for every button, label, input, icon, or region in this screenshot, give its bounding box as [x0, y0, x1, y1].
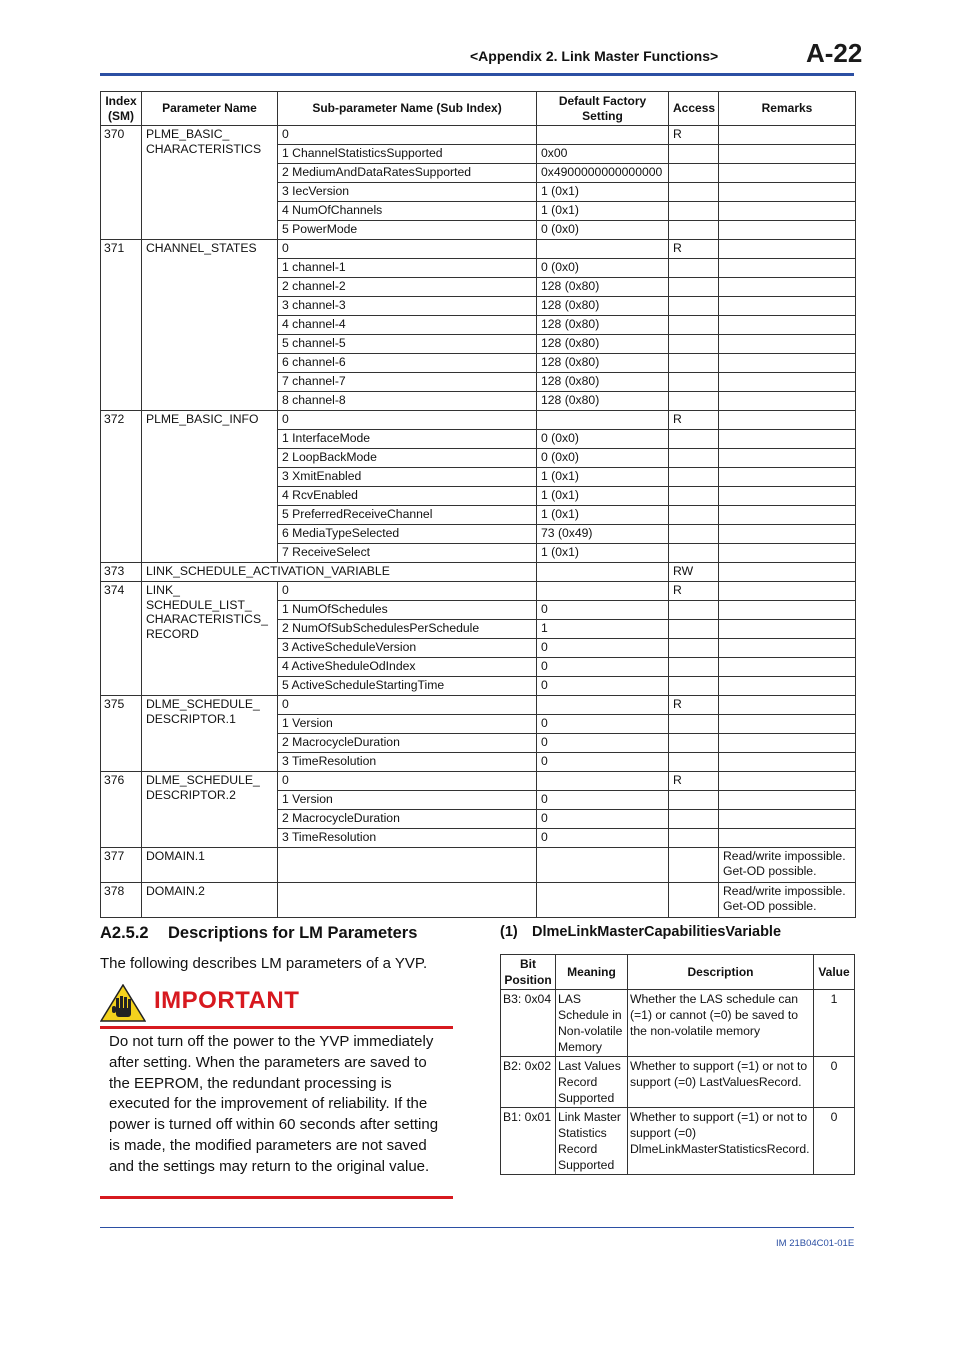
remarks-cell: Read/write impossible. Get-OD possible. — [719, 883, 856, 918]
default-cell: 128 (0x80) — [537, 392, 669, 411]
description-cell: Whether to support (=1) or not to support (=0) LastValuesRecord. — [628, 1057, 814, 1108]
remarks-cell — [719, 810, 856, 829]
access-cell — [669, 525, 719, 544]
sub-parameter-cell: 0 — [278, 240, 537, 259]
default-cell: 128 (0x80) — [537, 373, 669, 392]
col-header-access: Access — [669, 92, 719, 126]
default-cell: 128 (0x80) — [537, 297, 669, 316]
access-cell: R — [669, 411, 719, 430]
sub-parameter-cell: 7 ReceiveSelect — [278, 544, 537, 563]
default-cell: 1 (0x1) — [537, 202, 669, 221]
access-cell — [669, 145, 719, 164]
access-cell — [669, 506, 719, 525]
remarks-cell — [719, 563, 856, 582]
remarks-cell — [719, 373, 856, 392]
remarks-cell — [719, 791, 856, 810]
remarks-cell — [719, 658, 856, 677]
meaning-cell: Last Values Record Supported — [556, 1057, 628, 1108]
sub-parameter-cell: 2 MediumAndDataRatesSupported — [278, 164, 537, 183]
page-number: A-22 — [806, 38, 863, 68]
col-header-sub-parameter: Sub-parameter Name (Sub Index) — [278, 92, 537, 126]
capabilities-bit-table — [500, 954, 855, 1175]
default-cell: 1 (0x1) — [537, 506, 669, 525]
section-number: A2.5.2 — [100, 924, 149, 942]
default-cell: 0 — [537, 677, 669, 696]
important-label: IMPORTANT — [154, 987, 300, 1014]
access-cell — [669, 734, 719, 753]
access-cell — [669, 677, 719, 696]
table-row — [101, 240, 856, 259]
remarks-cell — [719, 601, 856, 620]
warning-hand-icon — [100, 984, 146, 1022]
access-cell — [669, 316, 719, 335]
default-cell — [537, 582, 669, 601]
access-cell — [669, 183, 719, 202]
access-cell — [669, 829, 719, 848]
default-cell: 0 — [537, 734, 669, 753]
remarks-cell — [719, 677, 856, 696]
remarks-cell — [719, 126, 856, 145]
access-cell: R — [669, 772, 719, 791]
access-cell — [669, 221, 719, 240]
default-cell: 0 (0x0) — [537, 259, 669, 278]
sub-parameter-cell: 5 PreferredReceiveChannel — [278, 506, 537, 525]
header-title: <Appendix 2. Link Master Functions> — [470, 48, 719, 64]
sub-parameter-cell: 0 — [278, 126, 537, 145]
remarks-cell — [719, 145, 856, 164]
sub-parameter-cell: 1 ChannelStatisticsSupported — [278, 145, 537, 164]
col-header-bit-position: Bit Position — [501, 955, 556, 990]
sub-parameter-cell: 2 MacrocycleDuration — [278, 810, 537, 829]
bit-table-row — [501, 1057, 855, 1108]
description-cell: Whether the LAS schedule can (=1) or cannot (=0) be saved to the non-volatile memory — [628, 990, 814, 1057]
remarks-cell — [719, 164, 856, 183]
default-cell: 128 (0x80) — [537, 335, 669, 354]
remarks-cell — [719, 240, 856, 259]
access-cell — [669, 620, 719, 639]
remarks-cell — [719, 316, 856, 335]
lm-parameter-table — [100, 91, 856, 918]
remarks-cell — [719, 639, 856, 658]
default-cell: 0x4900000000000000 — [537, 164, 669, 183]
important-rule-top — [100, 1026, 453, 1029]
parameter-name-cell: PLME_BASIC_ CHARACTERISTICS — [142, 126, 278, 240]
parameter-name-cell: DLME_SCHEDULE_ DESCRIPTOR.1 — [142, 696, 278, 772]
meaning-cell: LAS Schedule in Non-volatile Memory — [556, 990, 628, 1057]
bit-table-row — [501, 990, 855, 1057]
index-cell: 378 — [101, 883, 142, 918]
remarks-cell — [719, 753, 856, 772]
value-cell: 1 — [814, 990, 855, 1057]
sub-parameter-cell — [278, 848, 537, 883]
access-cell — [669, 335, 719, 354]
remarks-cell — [719, 829, 856, 848]
default-cell: 73 (0x49) — [537, 525, 669, 544]
table-row — [101, 582, 856, 601]
default-cell: 0 — [537, 715, 669, 734]
table-row — [101, 126, 856, 145]
sub-parameter-cell: 7 channel-7 — [278, 373, 537, 392]
remarks-cell: Read/write impossible. Get-OD possible. — [719, 848, 856, 883]
remarks-cell — [719, 221, 856, 240]
default-cell: 0 (0x0) — [537, 449, 669, 468]
index-cell: 372 — [101, 411, 142, 563]
col-header-meaning: Meaning — [556, 955, 628, 990]
default-cell: 0 — [537, 639, 669, 658]
parameter-name-cell: DLME_SCHEDULE_ DESCRIPTOR.2 — [142, 772, 278, 848]
default-cell: 1 (0x1) — [537, 183, 669, 202]
remarks-cell — [719, 202, 856, 221]
access-cell — [669, 278, 719, 297]
col-header-value: Value — [814, 955, 855, 990]
default-cell: 1 — [537, 620, 669, 639]
access-cell: R — [669, 126, 719, 145]
access-cell — [669, 202, 719, 221]
remarks-cell — [719, 297, 856, 316]
parameter-name-cell: CHANNEL_STATES — [142, 240, 278, 411]
col-header-index: Index (SM) — [101, 92, 142, 126]
sub-parameter-cell: 8 channel-8 — [278, 392, 537, 411]
default-cell — [537, 696, 669, 715]
sub-parameter-cell: 3 ActiveScheduleVersion — [278, 639, 537, 658]
remarks-cell — [719, 620, 856, 639]
bit-position-cell: B3: 0x04 — [501, 990, 556, 1057]
access-cell — [669, 373, 719, 392]
sub-parameter-cell: 6 MediaTypeSelected — [278, 525, 537, 544]
value-cell: 0 — [814, 1057, 855, 1108]
bit-table-row — [501, 1108, 855, 1175]
sub-parameter-cell: 2 NumOfSubSchedulesPerSchedule — [278, 620, 537, 639]
col-header-remarks: Remarks — [719, 92, 856, 126]
remarks-cell — [719, 544, 856, 563]
remarks-cell — [719, 487, 856, 506]
sub-parameter-cell: 5 PowerMode — [278, 221, 537, 240]
footer-rule — [100, 1227, 854, 1228]
default-cell: 1 (0x1) — [537, 487, 669, 506]
meaning-cell: Link Master Statistics Record Supported — [556, 1108, 628, 1175]
remarks-cell — [719, 525, 856, 544]
index-cell: 377 — [101, 848, 142, 883]
important-text: Do not turn off the power to the YVP immediately after setting. When the parameters are saved to the EEPROM, the redundant processing is executed for the improvement of reliability. If the power is turned off within 60 seconds after setting is made, the modified parameters are not saved and the settings may return to the original value. — [109, 1033, 439, 1175]
default-cell: 128 (0x80) — [537, 278, 669, 297]
sub-parameter-cell: 1 NumOfSchedules — [278, 601, 537, 620]
index-cell: 373 — [101, 563, 142, 582]
col-header-parameter-name: Parameter Name — [142, 92, 278, 126]
remarks-cell — [719, 335, 856, 354]
sub-parameter-cell: 1 channel-1 — [278, 259, 537, 278]
section-intro: The following describes LM parameters of a YVP. — [100, 955, 428, 972]
sub-parameter-cell: 4 ActiveSheduleOdIndex — [278, 658, 537, 677]
access-cell — [669, 753, 719, 772]
value-cell: 0 — [814, 1108, 855, 1175]
remarks-cell — [719, 411, 856, 430]
sub-parameter-cell: 0 — [278, 772, 537, 791]
parameter-name-cell: LINK_SCHEDULE_ACTIVATION_VARIABLE — [142, 563, 537, 582]
sub-parameter-cell: 2 LoopBackMode — [278, 449, 537, 468]
default-cell — [537, 883, 669, 918]
subsection-heading — [500, 924, 781, 940]
sub-parameter-cell: 1 Version — [278, 791, 537, 810]
bit-table-body — [501, 990, 855, 1175]
sub-parameter-cell: 4 RcvEnabled — [278, 487, 537, 506]
remarks-cell — [719, 468, 856, 487]
col-header-description: Description — [628, 955, 814, 990]
index-cell: 375 — [101, 696, 142, 772]
parameter-name-cell: DOMAIN.2 — [142, 883, 278, 918]
parameter-name-cell: DOMAIN.1 — [142, 848, 278, 883]
access-cell: R — [669, 696, 719, 715]
access-cell — [669, 639, 719, 658]
table-row — [101, 772, 856, 791]
index-cell: 376 — [101, 772, 142, 848]
access-cell — [669, 430, 719, 449]
access-cell: R — [669, 240, 719, 259]
document-id: IM 21B04C01-01E — [776, 1238, 855, 1249]
parameter-name-cell: LINK_ SCHEDULE_LIST_ CHARACTERISTICS_ RECORD — [142, 582, 278, 696]
access-cell — [669, 449, 719, 468]
sub-parameter-cell: 2 channel-2 — [278, 278, 537, 297]
access-cell — [669, 791, 719, 810]
remarks-cell — [719, 772, 856, 791]
default-cell — [537, 411, 669, 430]
table-row — [101, 563, 856, 582]
sub-parameter-cell: 0 — [278, 696, 537, 715]
access-cell — [669, 259, 719, 278]
sub-parameter-cell: 4 NumOfChannels — [278, 202, 537, 221]
description-cell: Whether to support (=1) or not to support (=0) DlmeLinkMasterStatisticsRecord. — [628, 1108, 814, 1175]
access-cell — [669, 810, 719, 829]
important-rule-bottom — [100, 1196, 453, 1199]
sub-parameter-cell: 0 — [278, 582, 537, 601]
remarks-cell — [719, 696, 856, 715]
default-cell: 128 (0x80) — [537, 354, 669, 373]
access-cell — [669, 715, 719, 734]
table-body — [101, 126, 856, 918]
remarks-cell — [719, 392, 856, 411]
bit-table-header-row — [501, 955, 855, 990]
access-cell — [669, 297, 719, 316]
sub-parameter-cell: 5 channel-5 — [278, 335, 537, 354]
sub-parameter-cell: 3 IecVersion — [278, 183, 537, 202]
bit-position-cell: B1: 0x01 — [501, 1108, 556, 1175]
access-cell — [669, 164, 719, 183]
section-title: Descriptions for LM Parameters — [168, 924, 418, 942]
default-cell: 1 (0x1) — [537, 544, 669, 563]
remarks-cell — [719, 582, 856, 601]
sub-parameter-cell: 0 — [278, 411, 537, 430]
remarks-cell — [719, 259, 856, 278]
default-cell — [537, 240, 669, 259]
default-cell — [537, 772, 669, 791]
sub-parameter-cell: 3 channel-3 — [278, 297, 537, 316]
default-cell: 0 — [537, 810, 669, 829]
sub-parameter-cell: 2 MacrocycleDuration — [278, 734, 537, 753]
default-cell: 0 — [537, 601, 669, 620]
access-cell — [669, 883, 719, 918]
parameter-name-cell: PLME_BASIC_INFO — [142, 411, 278, 563]
remarks-cell — [719, 354, 856, 373]
section-heading — [100, 924, 417, 943]
subsection-number: (1) — [500, 924, 518, 940]
access-cell — [669, 848, 719, 883]
remarks-cell — [719, 734, 856, 753]
access-cell — [669, 658, 719, 677]
sub-parameter-cell: 5 ActiveScheduleStartingTime — [278, 677, 537, 696]
remarks-cell — [719, 278, 856, 297]
table-row — [101, 696, 856, 715]
sub-parameter-cell: 6 channel-6 — [278, 354, 537, 373]
access-cell — [669, 392, 719, 411]
remarks-cell — [719, 430, 856, 449]
remarks-cell — [719, 715, 856, 734]
index-cell: 374 — [101, 582, 142, 696]
default-cell: 128 (0x80) — [537, 316, 669, 335]
default-cell — [537, 563, 669, 582]
table-header-row — [101, 92, 856, 126]
sub-parameter-cell: 1 InterfaceMode — [278, 430, 537, 449]
sub-parameter-cell: 3 TimeResolution — [278, 753, 537, 772]
access-cell: R — [669, 582, 719, 601]
access-cell: RW — [669, 563, 719, 582]
default-cell: 1 (0x1) — [537, 468, 669, 487]
default-cell: 0 — [537, 829, 669, 848]
default-cell: 0 (0x0) — [537, 221, 669, 240]
col-header-default: Default Factory Setting — [537, 92, 669, 126]
sub-parameter-cell: 3 XmitEnabled — [278, 468, 537, 487]
access-cell — [669, 468, 719, 487]
default-cell — [537, 126, 669, 145]
bit-position-cell: B2: 0x02 — [501, 1057, 556, 1108]
table-row — [101, 848, 856, 883]
access-cell — [669, 601, 719, 620]
default-cell: 0x00 — [537, 145, 669, 164]
access-cell — [669, 487, 719, 506]
default-cell: 0 — [537, 791, 669, 810]
default-cell: 0 — [537, 753, 669, 772]
table-row — [101, 883, 856, 918]
access-cell — [669, 544, 719, 563]
subsection-title: DlmeLinkMasterCapabilitiesVariable — [532, 924, 782, 940]
sub-parameter-cell: 4 channel-4 — [278, 316, 537, 335]
default-cell: 0 — [537, 658, 669, 677]
index-cell: 371 — [101, 240, 142, 411]
remarks-cell — [719, 449, 856, 468]
sub-parameter-cell: 1 Version — [278, 715, 537, 734]
table-row — [101, 411, 856, 430]
access-cell — [669, 354, 719, 373]
default-cell — [537, 848, 669, 883]
default-cell: 0 (0x0) — [537, 430, 669, 449]
header-rule — [100, 73, 854, 76]
remarks-cell — [719, 183, 856, 202]
sub-parameter-cell — [278, 883, 537, 918]
index-cell: 370 — [101, 126, 142, 240]
sub-parameter-cell: 3 TimeResolution — [278, 829, 537, 848]
remarks-cell — [719, 506, 856, 525]
